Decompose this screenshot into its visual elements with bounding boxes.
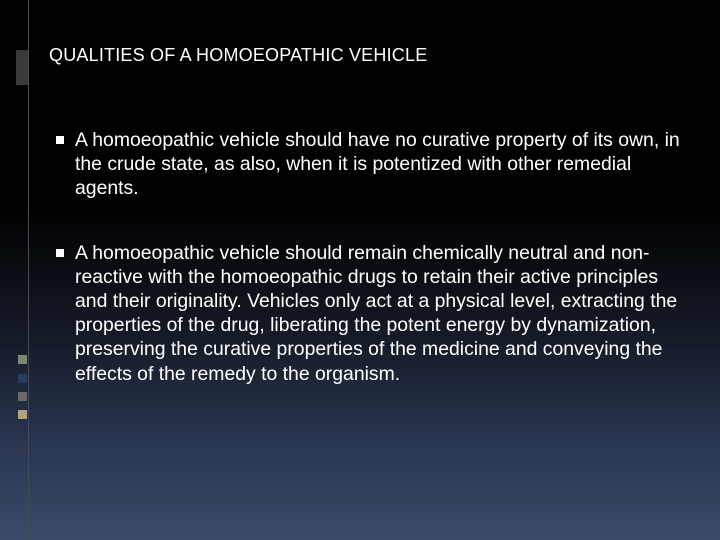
bullet-item	[56, 128, 686, 201]
decorative-vertical-line	[28, 0, 29, 540]
accent-square-blue	[18, 374, 27, 383]
slide-title: QUALITIES OF A HOMOEOPATHIC VEHICLE	[49, 45, 428, 65]
bullet-list	[56, 128, 686, 386]
bullet-text: A homoeopathic vehicle should have no curative property of its own, in the crude state, as also, when it is potentized with other remedial agents.	[75, 129, 680, 200]
accent-square-green	[18, 355, 27, 364]
square-bullet-icon	[56, 136, 64, 144]
title-accent-block	[16, 50, 28, 85]
bullet-text: A homoeopathic vehicle should remain chemically neutral and non-reactive with the homoeopathic drugs to retain their active principles and their originality. Vehicles only act at a physical level, extracting the properties of the drug, liberating the potent energy by dynamization, preserving the curative properties of the medicine and conveying the effects of the remedy to the organism.	[75, 241, 678, 385]
bullet-item	[56, 241, 686, 386]
accent-square-tan	[18, 410, 27, 419]
accent-square-gray	[18, 392, 27, 401]
square-bullet-icon	[56, 249, 64, 257]
